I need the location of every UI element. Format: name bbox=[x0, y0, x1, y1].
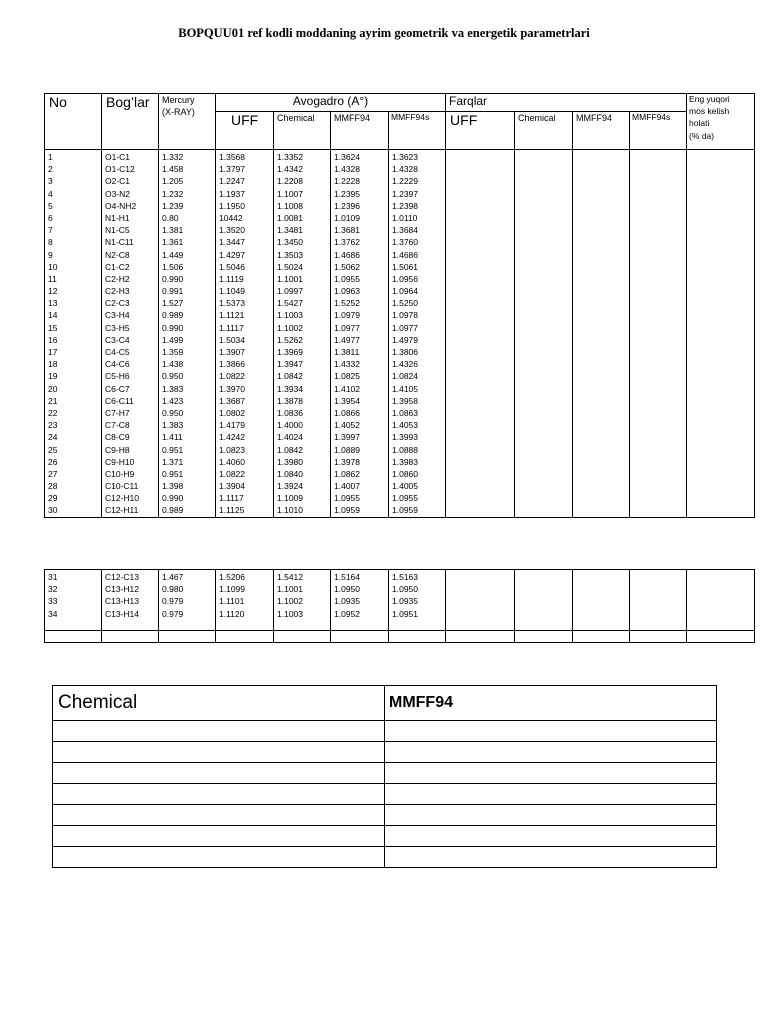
col-uff bbox=[216, 150, 274, 518]
cell-value: 2 bbox=[48, 164, 53, 175]
cell-value: N2-C8 bbox=[105, 249, 130, 260]
header-uff: UFF bbox=[216, 112, 274, 150]
cell-value: 0.951 bbox=[162, 444, 184, 455]
cell-value: C9-H8 bbox=[105, 444, 130, 455]
cell-value: 1.5061 bbox=[392, 261, 418, 272]
cell-value: 1.3624 bbox=[334, 152, 360, 162]
summary-row bbox=[53, 826, 717, 847]
cell-value: 1.499 bbox=[162, 334, 184, 345]
cell-value: 1.0842 bbox=[277, 444, 303, 455]
cell-value: 1.2247 bbox=[219, 176, 245, 187]
cell-value: 0.979 bbox=[162, 596, 184, 607]
cell-value: C4-C5 bbox=[105, 347, 130, 357]
cell-value: 14 bbox=[48, 310, 58, 321]
cell-value: C9-H10 bbox=[105, 456, 135, 467]
cell-value: 1.0840 bbox=[277, 468, 303, 479]
header-farq-uff: UFF bbox=[446, 112, 515, 150]
cell-value: C13-H12 bbox=[105, 584, 140, 595]
cell-value: 6 bbox=[48, 212, 53, 223]
cell-value: 1.4105 bbox=[392, 383, 418, 394]
cell-value: 1.3934 bbox=[277, 383, 303, 394]
summary-row bbox=[53, 805, 717, 826]
cell-value: 1.0802 bbox=[219, 407, 245, 418]
cell-value: 1.5206 bbox=[219, 572, 245, 582]
cell-value: 1.3907 bbox=[219, 347, 245, 357]
cell-value: 1.1937 bbox=[219, 188, 245, 199]
cell-value: 1.0964 bbox=[392, 286, 418, 297]
cell-value: 1.2208 bbox=[277, 176, 303, 187]
cell-value: 15 bbox=[48, 322, 58, 333]
cell-value: 1.3811 bbox=[334, 347, 360, 357]
cell-value: 0.979 bbox=[162, 608, 184, 619]
cell-value: 9 bbox=[48, 249, 53, 260]
cell-value: 0.990 bbox=[162, 493, 184, 504]
cell-value: C12-H11 bbox=[105, 505, 139, 516]
cell-value: C5-H6 bbox=[105, 371, 130, 382]
cell-value: 1.1049 bbox=[219, 286, 245, 297]
cell-value: 1.1099 bbox=[219, 584, 245, 595]
header-farqlar: Farqlar bbox=[446, 94, 687, 112]
cell-value: 1.3481 bbox=[277, 225, 303, 236]
cell-value: N1-C5 bbox=[105, 225, 130, 236]
cell-value: 1.0977 bbox=[392, 322, 418, 333]
document-title: BOPQUU01 ref kodli moddaning ayrim geometrik va energetik parametrlari bbox=[178, 26, 590, 40]
cell-value: 1.1007 bbox=[277, 188, 303, 199]
cell-value: 1.0860 bbox=[392, 468, 418, 479]
cell-value: C3-C4 bbox=[105, 334, 130, 345]
col-farq-uff bbox=[446, 150, 515, 518]
cell-value: 1.4297 bbox=[219, 249, 245, 260]
cell-value: C2-C3 bbox=[105, 298, 130, 309]
cell-value: 1.232 bbox=[162, 188, 184, 199]
cell-value: 0.80 bbox=[162, 212, 179, 223]
cell-value: 10 bbox=[48, 261, 58, 272]
cell-value: C12-H10 bbox=[105, 493, 140, 504]
cell-value: 1.5373 bbox=[219, 298, 245, 309]
col-farq-mmff94 bbox=[573, 570, 630, 631]
cell-value: 1.1003 bbox=[277, 310, 303, 321]
cell-value: 1.1117 bbox=[219, 322, 244, 333]
cell-value: 1.1101 bbox=[219, 596, 245, 607]
cell-value: 16 bbox=[48, 334, 58, 345]
cell-value: 21 bbox=[48, 395, 58, 406]
cell-value: 1.3684 bbox=[392, 225, 418, 236]
cell-value: 1.4332 bbox=[334, 359, 360, 370]
col-farq-mmff94s bbox=[630, 150, 687, 518]
cell-value: 33 bbox=[48, 596, 58, 607]
col-eng-yuqori bbox=[687, 570, 755, 631]
cell-value: 18 bbox=[48, 359, 58, 370]
cell-value: 1.3970 bbox=[219, 383, 245, 394]
cell-value: 1.506 bbox=[162, 261, 184, 272]
header-mercury: Mercury (X-RAY) bbox=[159, 94, 216, 150]
cell-value: 1.205 bbox=[162, 176, 184, 187]
cell-value: 1.2397 bbox=[392, 188, 418, 199]
cell-value: 1.3866 bbox=[219, 359, 245, 370]
cell-value: 1.4977 bbox=[334, 334, 360, 345]
cell-value: 1.4342 bbox=[277, 164, 303, 175]
cell-value: 1.2396 bbox=[334, 200, 360, 211]
summary-table bbox=[52, 685, 717, 868]
cell-value: 1.381 bbox=[162, 225, 184, 236]
cell-value: 1.0863 bbox=[392, 407, 418, 418]
cell-value: 1.3980 bbox=[277, 456, 303, 467]
cell-value: 1.0866 bbox=[334, 407, 360, 418]
cell-value: N1-C11 bbox=[105, 237, 134, 248]
cell-value: 1.0109 bbox=[334, 212, 360, 223]
cell-value: C6-C7 bbox=[105, 383, 130, 394]
cell-value: 1.3969 bbox=[277, 347, 303, 357]
header-farq-chemical: Chemical bbox=[515, 112, 573, 150]
cell-value: 0.951 bbox=[162, 468, 184, 479]
summary-header-chemical: Chemical bbox=[53, 686, 385, 721]
cell-value: C7-C8 bbox=[105, 420, 130, 431]
cell-value: 0.991 bbox=[162, 286, 184, 297]
cell-value: 23 bbox=[48, 420, 58, 431]
cell-value: 1.449 bbox=[162, 249, 184, 260]
cell-value: 1.1002 bbox=[277, 322, 303, 333]
col-bonds bbox=[102, 570, 159, 631]
cell-value: 1.4060 bbox=[219, 456, 245, 467]
cell-value: N1-H1 bbox=[105, 212, 130, 223]
cell-value: 1.3958 bbox=[392, 395, 418, 406]
cell-value: 1.3681 bbox=[334, 225, 360, 236]
cell-value: 1.2395 bbox=[334, 188, 360, 199]
cell-value: 1.3947 bbox=[277, 359, 303, 370]
main-parameter-table bbox=[44, 93, 755, 518]
cell-value: O4-NH2 bbox=[105, 200, 137, 211]
col-farq-mmff94s bbox=[630, 570, 687, 631]
summary-row bbox=[53, 763, 717, 784]
header-chemical: Chemical bbox=[274, 112, 331, 150]
col-farq-uff bbox=[446, 570, 515, 631]
table-body-row bbox=[45, 570, 755, 631]
cell-value: 1.0959 bbox=[334, 505, 360, 516]
cell-value: C2-H3 bbox=[105, 286, 130, 297]
col-mmff94 bbox=[331, 150, 389, 518]
cell-value: 1.3687 bbox=[219, 395, 245, 406]
cell-value: 11 bbox=[48, 273, 57, 284]
cell-value: 1.0955 bbox=[334, 273, 360, 284]
cell-value: 1.332 bbox=[162, 152, 184, 162]
cell-value: 1.2228 bbox=[334, 176, 360, 187]
cell-value: 1.4102 bbox=[334, 383, 360, 394]
cell-value: 1.4686 bbox=[392, 249, 418, 260]
col-mmff94s bbox=[389, 150, 446, 518]
cell-value: 1.0950 bbox=[334, 584, 360, 595]
cell-value: 1.4686 bbox=[334, 249, 360, 260]
header-eng-yuqori: Eng yuqori mos kelish holati (% da) bbox=[687, 94, 755, 150]
cell-value: 1.0955 bbox=[392, 493, 418, 504]
cell-value: 3 bbox=[48, 176, 53, 187]
cell-value: 1.0842 bbox=[277, 371, 303, 382]
cell-value: 1.5412 bbox=[277, 572, 303, 582]
cell-value: 1.1002 bbox=[277, 596, 303, 607]
cell-value: O3-N2 bbox=[105, 188, 131, 199]
cell-value: C1-C2 bbox=[105, 261, 130, 272]
cell-value: 1.1008 bbox=[277, 200, 303, 211]
col-uff bbox=[216, 570, 274, 631]
cell-value: 1 bbox=[48, 152, 53, 162]
cell-value: 1.0862 bbox=[334, 468, 360, 479]
cell-value: 1.398 bbox=[162, 481, 184, 492]
cell-value: 1.4000 bbox=[277, 420, 303, 431]
cell-value: 1.0997 bbox=[277, 286, 303, 297]
cell-value: 1.0955 bbox=[334, 493, 360, 504]
cell-value: 12 bbox=[48, 286, 58, 297]
header-bonds: Bog’lar bbox=[102, 94, 159, 150]
cell-value: 0.950 bbox=[162, 371, 184, 382]
cell-value: 1.3878 bbox=[277, 395, 303, 406]
cell-value: 1.4053 bbox=[392, 420, 418, 431]
cell-value: 1.383 bbox=[162, 420, 184, 431]
cell-value: 1.0977 bbox=[334, 322, 360, 333]
cell-value: 1.3806 bbox=[392, 347, 418, 357]
cell-value: 0.980 bbox=[162, 584, 184, 595]
cell-value: 17 bbox=[48, 347, 58, 357]
cell-value: 1.0822 bbox=[219, 468, 245, 479]
col-bonds bbox=[102, 150, 159, 518]
header-avogadro: Avogadro (A°) bbox=[216, 94, 446, 112]
cell-value: 24 bbox=[48, 432, 58, 443]
col-mercury bbox=[159, 150, 216, 518]
cell-value: 1.0951 bbox=[392, 608, 418, 619]
cell-value: 1.458 bbox=[162, 164, 184, 175]
col-chemical bbox=[274, 570, 331, 631]
summary-row bbox=[53, 742, 717, 763]
cell-value: 1.4328 bbox=[334, 164, 360, 175]
cell-value: 1.3352 bbox=[277, 152, 303, 162]
cell-value: O2-C1 bbox=[105, 176, 131, 187]
cell-value: 1.4179 bbox=[219, 420, 245, 431]
cell-value: 1.3503 bbox=[277, 249, 303, 260]
cell-value: 0.990 bbox=[162, 322, 184, 333]
cell-value: 0.989 bbox=[162, 505, 184, 516]
cell-value: 0.990 bbox=[162, 273, 184, 284]
cell-value: 1.4242 bbox=[219, 432, 245, 443]
cell-value: 1.3924 bbox=[277, 481, 303, 492]
cell-value: 26 bbox=[48, 456, 58, 467]
cell-value: 1.3954 bbox=[334, 395, 360, 406]
cell-value: 1.5250 bbox=[392, 298, 418, 309]
cell-value: 1.423 bbox=[162, 395, 184, 406]
cell-value: O1-C12 bbox=[105, 164, 135, 175]
cell-value: C6-C11 bbox=[105, 395, 134, 406]
summary-row bbox=[53, 784, 717, 805]
col-farq-chemical bbox=[515, 150, 573, 518]
cell-value: 27 bbox=[48, 468, 58, 479]
cell-value: 1.239 bbox=[162, 200, 184, 211]
cell-value: 7 bbox=[48, 225, 53, 236]
col-chemical bbox=[274, 150, 331, 518]
cell-value: 1.5262 bbox=[277, 334, 303, 345]
cell-value: 1.3993 bbox=[392, 432, 418, 443]
header-farq-mmff94: MMFF94 bbox=[573, 112, 630, 150]
header-no: No bbox=[45, 94, 102, 150]
cell-value: 1.0963 bbox=[334, 286, 360, 297]
cell-value: 20 bbox=[48, 383, 58, 394]
cell-value: 1.0889 bbox=[334, 444, 360, 455]
cell-value: 1.0952 bbox=[334, 608, 360, 619]
cell-value: 1.467 bbox=[162, 572, 184, 582]
cell-value: 1.5024 bbox=[277, 261, 303, 272]
header-mmff94s: MMFF94s bbox=[389, 112, 446, 150]
cell-value: 1.4326 bbox=[392, 359, 418, 370]
col-no bbox=[45, 150, 102, 518]
cell-value: 13 bbox=[48, 298, 58, 309]
cell-value: 1.0823 bbox=[219, 444, 245, 455]
cell-value: 1.1001 bbox=[277, 273, 303, 284]
cell-value: 1.3983 bbox=[392, 456, 418, 467]
cell-value: 8 bbox=[48, 237, 53, 248]
col-mercury bbox=[159, 570, 216, 631]
cell-value: C3-H5 bbox=[105, 322, 130, 333]
cell-value: 1.1001 bbox=[277, 584, 303, 595]
cell-value: 1.361 bbox=[162, 237, 184, 248]
cell-value: 30 bbox=[48, 505, 58, 516]
cell-value: 1.3978 bbox=[334, 456, 360, 467]
header-farq-mmff94s: MMFF94s bbox=[630, 112, 687, 150]
cell-value: 1.1121 bbox=[219, 310, 245, 321]
cell-value: 1.5046 bbox=[219, 261, 245, 272]
cell-value: O1-C1 bbox=[105, 152, 131, 162]
cell-value: 1.0822 bbox=[219, 371, 245, 382]
col-no bbox=[45, 570, 102, 631]
cell-value: 1.2229 bbox=[392, 176, 418, 187]
cell-value: 1.1950 bbox=[219, 200, 245, 211]
cell-value: C13-H14 bbox=[105, 608, 140, 619]
table-body-row bbox=[45, 150, 755, 518]
cell-value: 1.0978 bbox=[392, 310, 418, 321]
cell-value: 1.1120 bbox=[219, 608, 245, 619]
cell-value: 1.3568 bbox=[219, 152, 245, 162]
continuation-table bbox=[44, 569, 755, 643]
cell-value: 1.5164 bbox=[334, 572, 360, 582]
cell-value: 10442 bbox=[219, 212, 243, 223]
cell-value: 1.527 bbox=[162, 298, 184, 309]
cell-value: 34 bbox=[48, 608, 58, 619]
cell-value: C7-H7 bbox=[105, 407, 130, 418]
cell-value: 1.383 bbox=[162, 383, 184, 394]
cell-value: C13-H13 bbox=[105, 596, 140, 607]
cell-value: 1.411 bbox=[162, 432, 183, 443]
cell-value: 4 bbox=[48, 188, 53, 199]
cell-value: 1.5062 bbox=[334, 261, 360, 272]
cell-value: 1.0935 bbox=[392, 596, 418, 607]
cell-value: 1.0979 bbox=[334, 310, 360, 321]
summary-row bbox=[53, 721, 717, 742]
cell-value: 1.0824 bbox=[392, 371, 418, 382]
cell-value: 1.3520 bbox=[219, 225, 245, 236]
cell-value: 1.3450 bbox=[277, 237, 303, 248]
cell-value: 1.0081 bbox=[277, 212, 303, 223]
summary-row bbox=[53, 847, 717, 868]
cell-value: 25 bbox=[48, 444, 58, 455]
col-eng-yuqori bbox=[687, 150, 755, 518]
cell-value: 1.3904 bbox=[219, 481, 245, 492]
header-mmff94: MMFF94 bbox=[331, 112, 389, 150]
cell-value: 1.0825 bbox=[334, 371, 360, 382]
cell-value: 1.0888 bbox=[392, 444, 418, 455]
cell-value: 1.2398 bbox=[392, 200, 418, 211]
cell-value: 1.1119 bbox=[219, 273, 244, 284]
cell-value: 22 bbox=[48, 407, 58, 418]
cell-value: 1.3760 bbox=[392, 237, 418, 248]
cell-value: 1.0959 bbox=[392, 505, 418, 516]
cell-value: 1.0950 bbox=[392, 584, 418, 595]
cell-value: 1.4024 bbox=[277, 432, 303, 443]
cell-value: C2-H2 bbox=[105, 273, 130, 284]
cell-value: 1.1117 bbox=[219, 493, 244, 504]
cell-value: 1.5034 bbox=[219, 334, 245, 345]
cell-value: 1.5252 bbox=[334, 298, 360, 309]
cell-value: 1.5427 bbox=[277, 298, 303, 309]
cell-value: 0.989 bbox=[162, 310, 184, 321]
col-mmff94 bbox=[331, 570, 389, 631]
empty-row bbox=[45, 631, 755, 643]
cell-value: 1.438 bbox=[162, 359, 184, 370]
cell-value: 1.4979 bbox=[392, 334, 418, 345]
cell-value: 29 bbox=[48, 493, 58, 504]
cell-value: 1.3623 bbox=[392, 152, 418, 162]
cell-value: 1.5163 bbox=[392, 572, 418, 582]
cell-value: C10-C11 bbox=[105, 481, 139, 492]
cell-value: 1.4328 bbox=[392, 164, 418, 175]
col-mmff94s bbox=[389, 570, 446, 631]
summary-header-mmff94: MMFF94 bbox=[385, 686, 717, 721]
cell-value: 1.1010 bbox=[277, 505, 303, 516]
col-farq-mmff94 bbox=[573, 150, 630, 518]
cell-value: 31 bbox=[48, 572, 58, 582]
cell-value: C3-H4 bbox=[105, 310, 130, 321]
cell-value: 1.3797 bbox=[219, 164, 245, 175]
cell-value: 1.1125 bbox=[219, 505, 245, 516]
cell-value: C10-H9 bbox=[105, 468, 135, 479]
cell-value: 28 bbox=[48, 481, 58, 492]
cell-value: 1.3762 bbox=[334, 237, 360, 248]
cell-value: 1.0956 bbox=[392, 273, 418, 284]
cell-value: 19 bbox=[48, 371, 58, 382]
cell-value: 1.3997 bbox=[334, 432, 360, 443]
cell-value: 1.359 bbox=[162, 347, 184, 357]
col-farq-chemical bbox=[515, 570, 573, 631]
cell-value: 1.4005 bbox=[392, 481, 418, 492]
cell-value: 1.1003 bbox=[277, 608, 303, 619]
cell-value: 1.4052 bbox=[334, 420, 360, 431]
cell-value: C4-C6 bbox=[105, 359, 130, 370]
cell-value: 1.0935 bbox=[334, 596, 360, 607]
cell-value: 1.371 bbox=[162, 456, 184, 467]
cell-value: 1.1009 bbox=[277, 493, 303, 504]
cell-value: 1.3447 bbox=[219, 237, 245, 248]
cell-value: C12-C13 bbox=[105, 572, 140, 582]
cell-value: 1.0110 bbox=[392, 212, 418, 223]
cell-value: 32 bbox=[48, 584, 58, 595]
cell-value: 1.4007 bbox=[334, 481, 360, 492]
cell-value: C8-C9 bbox=[105, 432, 130, 443]
cell-value: 1.0836 bbox=[277, 407, 303, 418]
cell-value: 0.950 bbox=[162, 407, 184, 418]
cell-value: 5 bbox=[48, 200, 53, 211]
